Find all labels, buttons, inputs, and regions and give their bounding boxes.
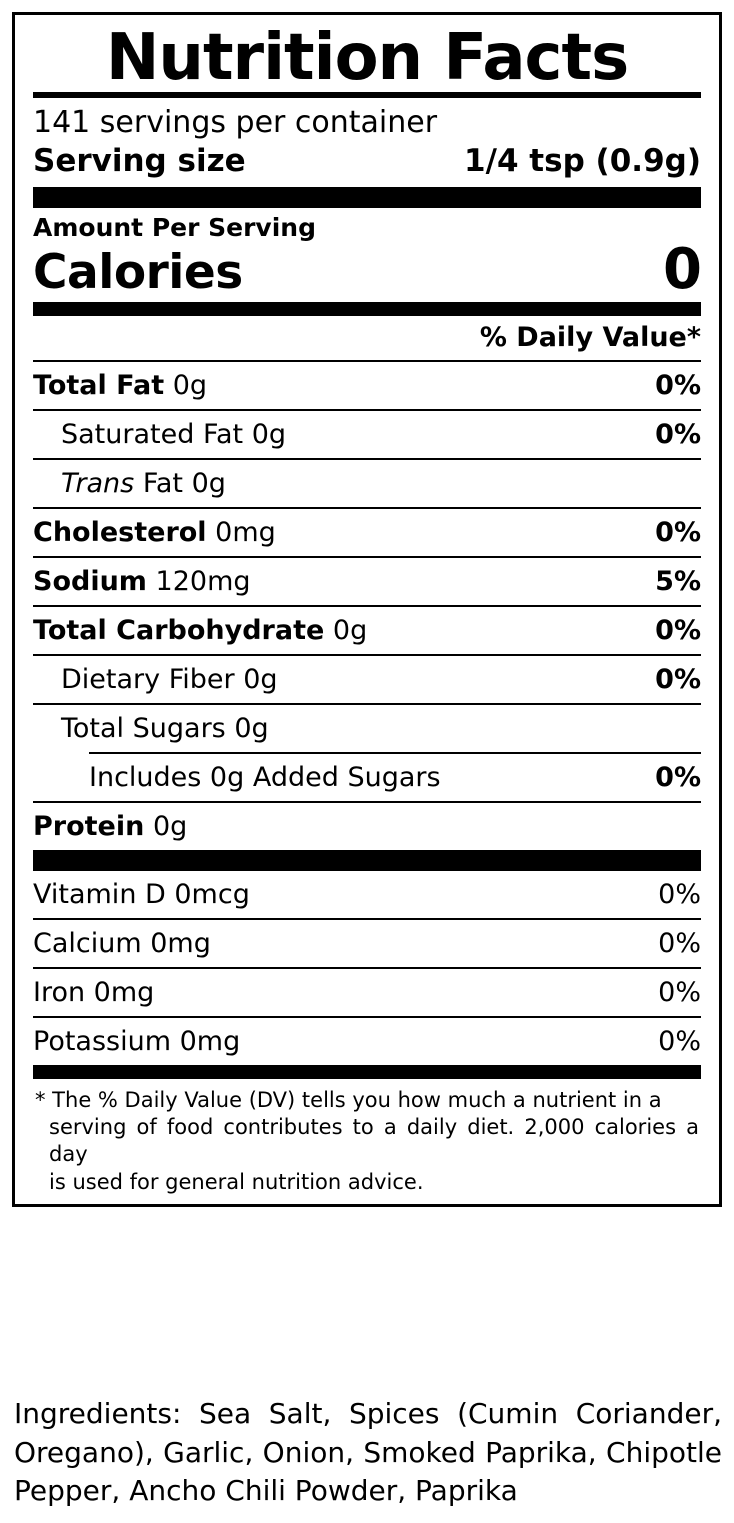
vitamin-name-potassium: Potassium 0mg xyxy=(33,1025,241,1057)
servings-per-container: 141 servings per container xyxy=(33,105,438,141)
nutrient-row-protein xyxy=(33,801,701,850)
daily-value-header: % Daily Value* xyxy=(479,321,701,353)
nutrition-facts-panel xyxy=(12,12,722,1207)
nutrient-row-dietary-fiber xyxy=(33,654,701,703)
serving-size-value: 1/4 tsp (0.9g) xyxy=(464,142,701,179)
vitamin-dv-potassium: 0% xyxy=(658,1025,701,1057)
nutrient-name-dietary-fiber: Dietary Fiber 0g xyxy=(61,663,278,695)
nutrient-row-trans-fat xyxy=(33,458,701,507)
nutrient-dv-total-carbohydrate: 0% xyxy=(655,614,701,646)
nutrient-dv-saturated-fat: 0% xyxy=(655,418,701,450)
nutrient-dv-added-sugars: 0% xyxy=(655,761,701,793)
nutrient-name-cholesterol: Cholesterol 0mg xyxy=(33,516,276,548)
nutrient-name-protein: Protein 0g xyxy=(33,810,188,842)
nutrient-dv-sodium: 5% xyxy=(655,565,701,597)
calories-label: Calories xyxy=(33,245,243,301)
vitamin-row-potassium xyxy=(33,1016,701,1065)
nutrient-row-saturated-fat xyxy=(33,409,701,458)
vitamin-row-calcium xyxy=(33,918,701,967)
calories-row xyxy=(33,236,701,302)
vitamin-row-vitamin-d xyxy=(33,871,701,918)
nutrient-dv-dietary-fiber: 0% xyxy=(655,663,701,695)
nutrient-name-added-sugars: Includes 0g Added Sugars xyxy=(89,761,441,793)
vitamin-name-iron: Iron 0mg xyxy=(33,976,155,1008)
nutrient-row-added-sugars xyxy=(89,752,701,801)
nutrient-row-total-sugars xyxy=(33,703,701,752)
vitamin-row-iron xyxy=(33,967,701,1016)
divider-thick-1 xyxy=(33,187,701,208)
vitamin-dv-calcium: 0% xyxy=(658,927,701,959)
nutrient-name-total-fat: Total Fat 0g xyxy=(33,369,208,401)
footnote-line-1: * The % Daily Value (DV) tells you how much a nutrient in a xyxy=(35,1087,662,1112)
serving-size-row xyxy=(33,142,701,187)
footnote-line-3: is used for general nutrition advice. xyxy=(49,1169,424,1194)
nutrient-row-sodium xyxy=(33,556,701,605)
nutrient-name-trans-fat: Trans Fat 0g xyxy=(61,467,226,499)
nutrient-row-cholesterol xyxy=(33,507,701,556)
nutrient-dv-cholesterol: 0% xyxy=(655,516,701,548)
vitamin-dv-iron: 0% xyxy=(658,976,701,1008)
divider-thick-4 xyxy=(33,1065,701,1079)
vitamin-name-vitamin-d: Vitamin D 0mcg xyxy=(33,878,250,910)
nutrient-dv-total-fat: 0% xyxy=(655,369,701,401)
vitamin-name-calcium: Calcium 0mg xyxy=(33,927,211,959)
divider-thick-2 xyxy=(33,302,701,316)
nutrient-row-total-fat xyxy=(33,360,701,409)
daily-value-footnote xyxy=(33,1079,701,1196)
ingredients-statement: Ingredients: Sea Salt, Spices (Cumin Coriander, Oregano), Garlic, Onion, Smoked Paprika, Chipotle Pepper, Ancho Chili Powder, Paprika xyxy=(14,1397,722,1508)
nutrient-name-total-carbohydrate: Total Carbohydrate 0g xyxy=(33,614,368,646)
amount-per-serving-label: Amount Per Serving xyxy=(33,212,316,242)
page-title: Nutrition Facts xyxy=(105,21,629,95)
calories-value: 0 xyxy=(663,236,701,302)
nutrient-name-saturated-fat: Saturated Fat 0g xyxy=(61,418,287,450)
nutrient-name-sodium: Sodium 120mg xyxy=(33,565,251,597)
divider-thick-3 xyxy=(33,850,701,871)
serving-size-label: Serving size xyxy=(33,142,246,179)
nutrient-row-total-carbohydrate xyxy=(33,605,701,654)
vitamin-dv-vitamin-d: 0% xyxy=(658,878,701,910)
nutrient-name-total-sugars: Total Sugars 0g xyxy=(61,712,269,744)
footnote-line-2: serving of food contributes to a daily diet. 2,000 calories a day xyxy=(49,1114,699,1167)
